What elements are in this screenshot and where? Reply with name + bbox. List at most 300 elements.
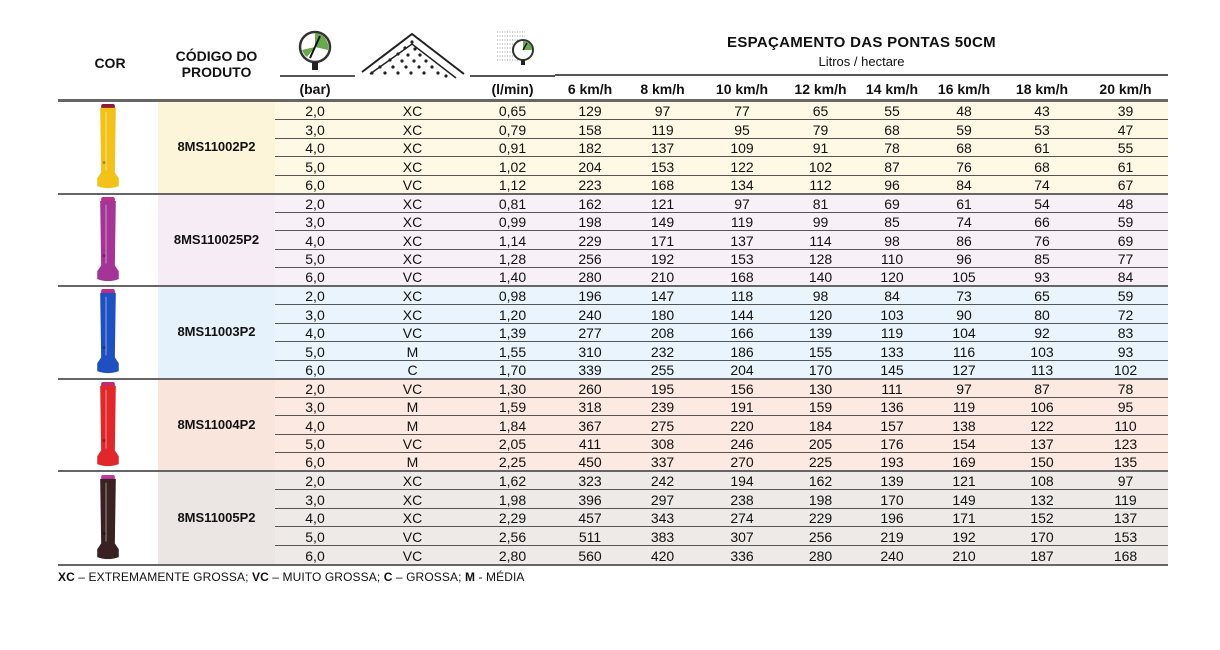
- rate-14-cell: 78: [857, 138, 927, 157]
- legend-abbr: XC: [58, 570, 75, 584]
- rate-18-cell: 76: [1001, 231, 1083, 250]
- spacing-subtitle: Litros / hectare: [818, 54, 905, 69]
- rate-12-cell: 170: [784, 360, 857, 379]
- flow-rate-cell: 2,29: [470, 508, 555, 527]
- rate-8-cell: 337: [625, 453, 700, 472]
- pressure-cell: 3,0: [275, 305, 355, 324]
- flow-rate-cell: 0,79: [470, 120, 555, 139]
- rate-18-cell: 54: [1001, 194, 1083, 213]
- pressure-cell: 4,0: [275, 231, 355, 250]
- flow-meter-icon: [497, 30, 535, 71]
- flow-rate-cell: 1,40: [470, 268, 555, 287]
- rate-16-cell: 97: [927, 379, 1001, 398]
- droplet-class-cell: XC: [355, 194, 470, 213]
- pressure-cell: 6,0: [275, 545, 355, 564]
- rate-6-cell: 277: [555, 323, 625, 342]
- rate-16-cell: 90: [927, 305, 1001, 324]
- rate-20-cell: 47: [1083, 120, 1168, 139]
- rate-16-cell: 121: [927, 471, 1001, 490]
- table-row: [58, 194, 1168, 213]
- rate-8-cell: 232: [625, 342, 700, 361]
- flow-rate-cell: 1,84: [470, 416, 555, 435]
- divider: [280, 75, 355, 77]
- droplet-class-cell: M: [355, 342, 470, 361]
- rate-20-cell: 39: [1083, 101, 1168, 120]
- droplet-class-cell: XC: [355, 471, 470, 490]
- rate-16-cell: 59: [927, 120, 1001, 139]
- divider: [58, 564, 1168, 566]
- rate-12-cell: 162: [784, 471, 857, 490]
- rate-10-cell: 186: [700, 342, 784, 361]
- rate-14-cell: 119: [857, 323, 927, 342]
- rate-20-cell: 137: [1083, 508, 1168, 527]
- flow-rate-cell: 2,25: [470, 453, 555, 472]
- rate-6-cell: 223: [555, 175, 625, 194]
- pressure-cell: 5,0: [275, 249, 355, 268]
- flow-rate-cell: 1,59: [470, 397, 555, 416]
- rate-16-cell: 105: [927, 268, 1001, 287]
- product-code: 8MS11004P2: [158, 379, 275, 472]
- rate-6-cell: 411: [555, 434, 625, 453]
- table-row: [58, 471, 1168, 490]
- pressure-cell: 6,0: [275, 175, 355, 194]
- droplet-class-cell: XC: [355, 101, 470, 120]
- rate-10-cell: 119: [700, 212, 784, 231]
- droplet-class-cell: VC: [355, 545, 470, 564]
- rate-14-cell: 69: [857, 194, 927, 213]
- rate-10-cell: 156: [700, 379, 784, 398]
- rate-18-cell: 108: [1001, 471, 1083, 490]
- rate-12-cell: 155: [784, 342, 857, 361]
- flow-rate-cell: 1,20: [470, 305, 555, 324]
- rate-14-cell: 103: [857, 305, 927, 324]
- rate-10-cell: 134: [700, 175, 784, 194]
- rate-8-cell: 192: [625, 249, 700, 268]
- droplet-class-cell: XC: [355, 157, 470, 176]
- product-code: 8MS11003P2: [158, 286, 275, 379]
- rate-16-cell: 149: [927, 490, 1001, 509]
- rate-14-cell: 85: [857, 212, 927, 231]
- rate-10-cell: 122: [700, 157, 784, 176]
- rate-20-cell: 110: [1083, 416, 1168, 435]
- flow-rate-cell: 1,28: [470, 249, 555, 268]
- header-speed: 16 km/h: [937, 81, 991, 97]
- rate-20-cell: 97: [1083, 471, 1168, 490]
- rate-12-cell: 256: [784, 527, 857, 546]
- rate-8-cell: 171: [625, 231, 700, 250]
- rate-10-cell: 97: [700, 194, 784, 213]
- rate-10-cell: 246: [700, 434, 784, 453]
- droplet-class-cell: XC: [355, 286, 470, 305]
- rate-18-cell: 122: [1001, 416, 1083, 435]
- rate-6-cell: 229: [555, 231, 625, 250]
- flow-rate-cell: 2,56: [470, 527, 555, 546]
- rate-18-cell: 137: [1001, 434, 1083, 453]
- rate-8-cell: 119: [625, 120, 700, 139]
- pressure-cell: 3,0: [275, 120, 355, 139]
- rate-6-cell: 196: [555, 286, 625, 305]
- rate-16-cell: 171: [927, 508, 1001, 527]
- rate-12-cell: 130: [784, 379, 857, 398]
- droplet-class-cell: C: [355, 360, 470, 379]
- rate-20-cell: 119: [1083, 490, 1168, 509]
- rate-14-cell: 145: [857, 360, 927, 379]
- pressure-cell: 3,0: [275, 490, 355, 509]
- legend-abbr: C: [383, 570, 393, 584]
- rate-18-cell: 170: [1001, 527, 1083, 546]
- rate-18-cell: 85: [1001, 249, 1083, 268]
- rate-12-cell: 159: [784, 397, 857, 416]
- rate-20-cell: 153: [1083, 527, 1168, 546]
- rate-18-cell: 187: [1001, 545, 1083, 564]
- pressure-cell: 4,0: [275, 508, 355, 527]
- rate-20-cell: 55: [1083, 138, 1168, 157]
- table-row: [58, 286, 1168, 305]
- rate-14-cell: 136: [857, 397, 927, 416]
- rate-18-cell: 106: [1001, 397, 1083, 416]
- rate-18-cell: 152: [1001, 508, 1083, 527]
- rate-14-cell: 157: [857, 416, 927, 435]
- rate-6-cell: 450: [555, 453, 625, 472]
- rate-8-cell: 239: [625, 397, 700, 416]
- rate-8-cell: 153: [625, 157, 700, 176]
- rate-12-cell: 91: [784, 138, 857, 157]
- header-speed: 10 km/h: [715, 81, 769, 97]
- rate-16-cell: 127: [927, 360, 1001, 379]
- rate-6-cell: 158: [555, 120, 625, 139]
- rate-10-cell: 95: [700, 120, 784, 139]
- rate-18-cell: 132: [1001, 490, 1083, 509]
- pressure-cell: 6,0: [275, 453, 355, 472]
- rate-8-cell: 297: [625, 490, 700, 509]
- droplet-class-cell: M: [355, 453, 470, 472]
- header-speed: 18 km/h: [1015, 81, 1069, 97]
- droplet-class-cell: VC: [355, 323, 470, 342]
- rate-16-cell: 74: [927, 212, 1001, 231]
- droplet-class-cell: VC: [355, 527, 470, 546]
- rate-20-cell: 61: [1083, 157, 1168, 176]
- flow-rate-cell: 1,55: [470, 342, 555, 361]
- rate-6-cell: 256: [555, 249, 625, 268]
- rate-16-cell: 210: [927, 545, 1001, 564]
- rate-12-cell: 205: [784, 434, 857, 453]
- droplet-class-cell: XC: [355, 120, 470, 139]
- rate-14-cell: 193: [857, 453, 927, 472]
- rate-12-cell: 225: [784, 453, 857, 472]
- flow-rate-cell: 0,81: [470, 194, 555, 213]
- rate-16-cell: 86: [927, 231, 1001, 250]
- header-speed: 14 km/h: [865, 81, 919, 97]
- rate-16-cell: 73: [927, 286, 1001, 305]
- pressure-cell: 4,0: [275, 416, 355, 435]
- pressure-cell: 5,0: [275, 342, 355, 361]
- rate-20-cell: 83: [1083, 323, 1168, 342]
- rate-8-cell: 180: [625, 305, 700, 324]
- flow-rate-cell: 1,39: [470, 323, 555, 342]
- rate-8-cell: 137: [625, 138, 700, 157]
- rate-6-cell: 310: [555, 342, 625, 361]
- rate-18-cell: 80: [1001, 305, 1083, 324]
- rate-8-cell: 242: [625, 471, 700, 490]
- legend-abbr: M: [464, 570, 476, 584]
- rate-12-cell: 140: [784, 268, 857, 287]
- rate-20-cell: 69: [1083, 231, 1168, 250]
- rate-14-cell: 87: [857, 157, 927, 176]
- pressure-cell: 4,0: [275, 138, 355, 157]
- rate-16-cell: 154: [927, 434, 1001, 453]
- droplet-size-legend: [58, 570, 525, 584]
- rate-12-cell: 102: [784, 157, 857, 176]
- rate-10-cell: 194: [700, 471, 784, 490]
- rate-10-cell: 137: [700, 231, 784, 250]
- rate-14-cell: 170: [857, 490, 927, 509]
- rate-18-cell: 66: [1001, 212, 1083, 231]
- rate-18-cell: 68: [1001, 157, 1083, 176]
- rate-6-cell: 204: [555, 157, 625, 176]
- rate-16-cell: 138: [927, 416, 1001, 435]
- rate-8-cell: 147: [625, 286, 700, 305]
- rate-20-cell: 123: [1083, 434, 1168, 453]
- table-row: [58, 101, 1168, 120]
- nozzle-image: [58, 286, 158, 379]
- rate-6-cell: 198: [555, 212, 625, 231]
- rate-6-cell: 162: [555, 194, 625, 213]
- header-codigo: CÓDIGO DO PRODUTO: [175, 48, 258, 80]
- rate-18-cell: 87: [1001, 379, 1083, 398]
- rate-14-cell: 176: [857, 434, 927, 453]
- flow-rate-table: [58, 100, 1168, 564]
- pressure-cell: 2,0: [275, 471, 355, 490]
- rate-8-cell: 149: [625, 212, 700, 231]
- rate-14-cell: 219: [857, 527, 927, 546]
- divider: [470, 75, 555, 77]
- table-row: [58, 379, 1168, 398]
- rate-20-cell: 48: [1083, 194, 1168, 213]
- rate-10-cell: 166: [700, 323, 784, 342]
- product-code: 8MS11005P2: [158, 471, 275, 564]
- rate-8-cell: 121: [625, 194, 700, 213]
- rate-14-cell: 196: [857, 508, 927, 527]
- rate-10-cell: 109: [700, 138, 784, 157]
- rate-18-cell: 65: [1001, 286, 1083, 305]
- rate-16-cell: 76: [927, 157, 1001, 176]
- rate-16-cell: 192: [927, 527, 1001, 546]
- rate-6-cell: 182: [555, 138, 625, 157]
- header-lmin: (l/min): [491, 81, 534, 97]
- rate-20-cell: 135: [1083, 453, 1168, 472]
- flow-rate-cell: 2,80: [470, 545, 555, 564]
- legend-text: - MÉDIA: [475, 570, 525, 584]
- droplet-class-cell: XC: [355, 305, 470, 324]
- flow-rate-cell: 1,14: [470, 231, 555, 250]
- rate-18-cell: 150: [1001, 453, 1083, 472]
- rate-16-cell: 169: [927, 453, 1001, 472]
- flow-rate-cell: 1,30: [470, 379, 555, 398]
- rate-20-cell: 93: [1083, 342, 1168, 361]
- pressure-cell: 2,0: [275, 379, 355, 398]
- pressure-cell: 5,0: [275, 434, 355, 453]
- spray-pattern-icon: [360, 30, 468, 85]
- pressure-cell: 4,0: [275, 323, 355, 342]
- rate-20-cell: 67: [1083, 175, 1168, 194]
- pressure-gauge-icon: [297, 30, 333, 77]
- rate-20-cell: 84: [1083, 268, 1168, 287]
- rate-6-cell: 511: [555, 527, 625, 546]
- rate-14-cell: 68: [857, 120, 927, 139]
- rate-10-cell: 191: [700, 397, 784, 416]
- rate-8-cell: 195: [625, 379, 700, 398]
- rate-16-cell: 84: [927, 175, 1001, 194]
- rate-10-cell: 204: [700, 360, 784, 379]
- rate-18-cell: 113: [1001, 360, 1083, 379]
- flow-rate-cell: 1,70: [470, 360, 555, 379]
- legend-abbr: VC: [251, 570, 269, 584]
- nozzle-image: [58, 194, 158, 287]
- header-speed: 20 km/h: [1099, 81, 1152, 97]
- pressure-cell: 2,0: [275, 194, 355, 213]
- flow-rate-cell: 1,98: [470, 490, 555, 509]
- rate-10-cell: 220: [700, 416, 784, 435]
- rate-14-cell: 98: [857, 231, 927, 250]
- droplet-class-cell: XC: [355, 212, 470, 231]
- pressure-cell: 3,0: [275, 212, 355, 231]
- rate-20-cell: 72: [1083, 305, 1168, 324]
- rate-10-cell: 238: [700, 490, 784, 509]
- flow-rate-cell: 2,05: [470, 434, 555, 453]
- droplet-class-cell: VC: [355, 268, 470, 287]
- rate-12-cell: 112: [784, 175, 857, 194]
- nozzle-image: [58, 101, 158, 194]
- rate-8-cell: 208: [625, 323, 700, 342]
- rate-10-cell: 153: [700, 249, 784, 268]
- rate-12-cell: 98: [784, 286, 857, 305]
- nozzle-image: [58, 379, 158, 472]
- droplet-class-cell: VC: [355, 175, 470, 194]
- rate-20-cell: 59: [1083, 212, 1168, 231]
- droplet-class-cell: XC: [355, 249, 470, 268]
- droplet-class-cell: XC: [355, 138, 470, 157]
- rate-10-cell: 168: [700, 268, 784, 287]
- rate-8-cell: 420: [625, 545, 700, 564]
- rate-20-cell: 78: [1083, 379, 1168, 398]
- rate-10-cell: 307: [700, 527, 784, 546]
- droplet-class-cell: M: [355, 397, 470, 416]
- header-cor: COR: [94, 55, 126, 71]
- rate-6-cell: 560: [555, 545, 625, 564]
- rate-16-cell: 116: [927, 342, 1001, 361]
- legend-text: – EXTREMAMENTE GROSSA;: [74, 570, 252, 584]
- rate-6-cell: 280: [555, 268, 625, 287]
- rate-14-cell: 96: [857, 175, 927, 194]
- rate-12-cell: 128: [784, 249, 857, 268]
- nozzle-image: [58, 471, 158, 564]
- rate-8-cell: 255: [625, 360, 700, 379]
- rate-16-cell: 68: [927, 138, 1001, 157]
- flow-rate-cell: 0,91: [470, 138, 555, 157]
- header-speed: 12 km/h: [794, 81, 847, 97]
- rate-12-cell: 81: [784, 194, 857, 213]
- rate-6-cell: 260: [555, 379, 625, 398]
- rate-12-cell: 114: [784, 231, 857, 250]
- rate-12-cell: 280: [784, 545, 857, 564]
- rate-10-cell: 270: [700, 453, 784, 472]
- header-bar: (bar): [299, 81, 331, 97]
- rate-12-cell: 79: [784, 120, 857, 139]
- rate-20-cell: 95: [1083, 397, 1168, 416]
- rate-10-cell: 118: [700, 286, 784, 305]
- rate-12-cell: 139: [784, 323, 857, 342]
- rate-6-cell: 323: [555, 471, 625, 490]
- droplet-class-cell: VC: [355, 379, 470, 398]
- rate-14-cell: 55: [857, 101, 927, 120]
- flow-rate-cell: 0,99: [470, 212, 555, 231]
- rate-14-cell: 111: [857, 379, 927, 398]
- rate-12-cell: 99: [784, 212, 857, 231]
- flow-rate-cell: 0,65: [470, 101, 555, 120]
- rate-18-cell: 74: [1001, 175, 1083, 194]
- rate-14-cell: 120: [857, 268, 927, 287]
- rate-8-cell: 383: [625, 527, 700, 546]
- header-speed: 6 km/h: [567, 81, 613, 97]
- rate-6-cell: 396: [555, 490, 625, 509]
- rate-16-cell: 96: [927, 249, 1001, 268]
- rate-14-cell: 84: [857, 286, 927, 305]
- rate-8-cell: 168: [625, 175, 700, 194]
- rate-12-cell: 198: [784, 490, 857, 509]
- pressure-cell: 2,0: [275, 101, 355, 120]
- rate-8-cell: 343: [625, 508, 700, 527]
- rate-20-cell: 59: [1083, 286, 1168, 305]
- rate-6-cell: 129: [555, 101, 625, 120]
- flow-rate-cell: 1,02: [470, 157, 555, 176]
- rate-16-cell: 119: [927, 397, 1001, 416]
- rate-12-cell: 229: [784, 508, 857, 527]
- pressure-cell: 6,0: [275, 360, 355, 379]
- spacing-title: ESPAÇAMENTO DAS PONTAS 50CM: [727, 34, 996, 51]
- header-speed: 8 km/h: [640, 81, 685, 97]
- pressure-cell: 2,0: [275, 286, 355, 305]
- flow-rate-cell: 1,62: [470, 471, 555, 490]
- flow-rate-cell: 0,98: [470, 286, 555, 305]
- product-code: 8MS110025P2: [158, 194, 275, 287]
- pressure-cell: 3,0: [275, 397, 355, 416]
- rate-12-cell: 65: [784, 101, 857, 120]
- rate-20-cell: 102: [1083, 360, 1168, 379]
- droplet-class-cell: XC: [355, 508, 470, 527]
- rate-18-cell: 43: [1001, 101, 1083, 120]
- rate-8-cell: 308: [625, 434, 700, 453]
- rate-14-cell: 139: [857, 471, 927, 490]
- rate-12-cell: 120: [784, 305, 857, 324]
- droplet-class-cell: M: [355, 416, 470, 435]
- pressure-cell: 5,0: [275, 157, 355, 176]
- rate-18-cell: 53: [1001, 120, 1083, 139]
- rate-18-cell: 103: [1001, 342, 1083, 361]
- rate-8-cell: 97: [625, 101, 700, 120]
- rate-6-cell: 318: [555, 397, 625, 416]
- rate-10-cell: 144: [700, 305, 784, 324]
- rate-8-cell: 275: [625, 416, 700, 435]
- pressure-cell: 5,0: [275, 527, 355, 546]
- rate-12-cell: 184: [784, 416, 857, 435]
- divider: [555, 74, 1168, 76]
- rate-6-cell: 240: [555, 305, 625, 324]
- rate-10-cell: 77: [700, 101, 784, 120]
- rate-14-cell: 110: [857, 249, 927, 268]
- legend-text: – GROSSA;: [392, 570, 465, 584]
- rate-10-cell: 274: [700, 508, 784, 527]
- rate-20-cell: 168: [1083, 545, 1168, 564]
